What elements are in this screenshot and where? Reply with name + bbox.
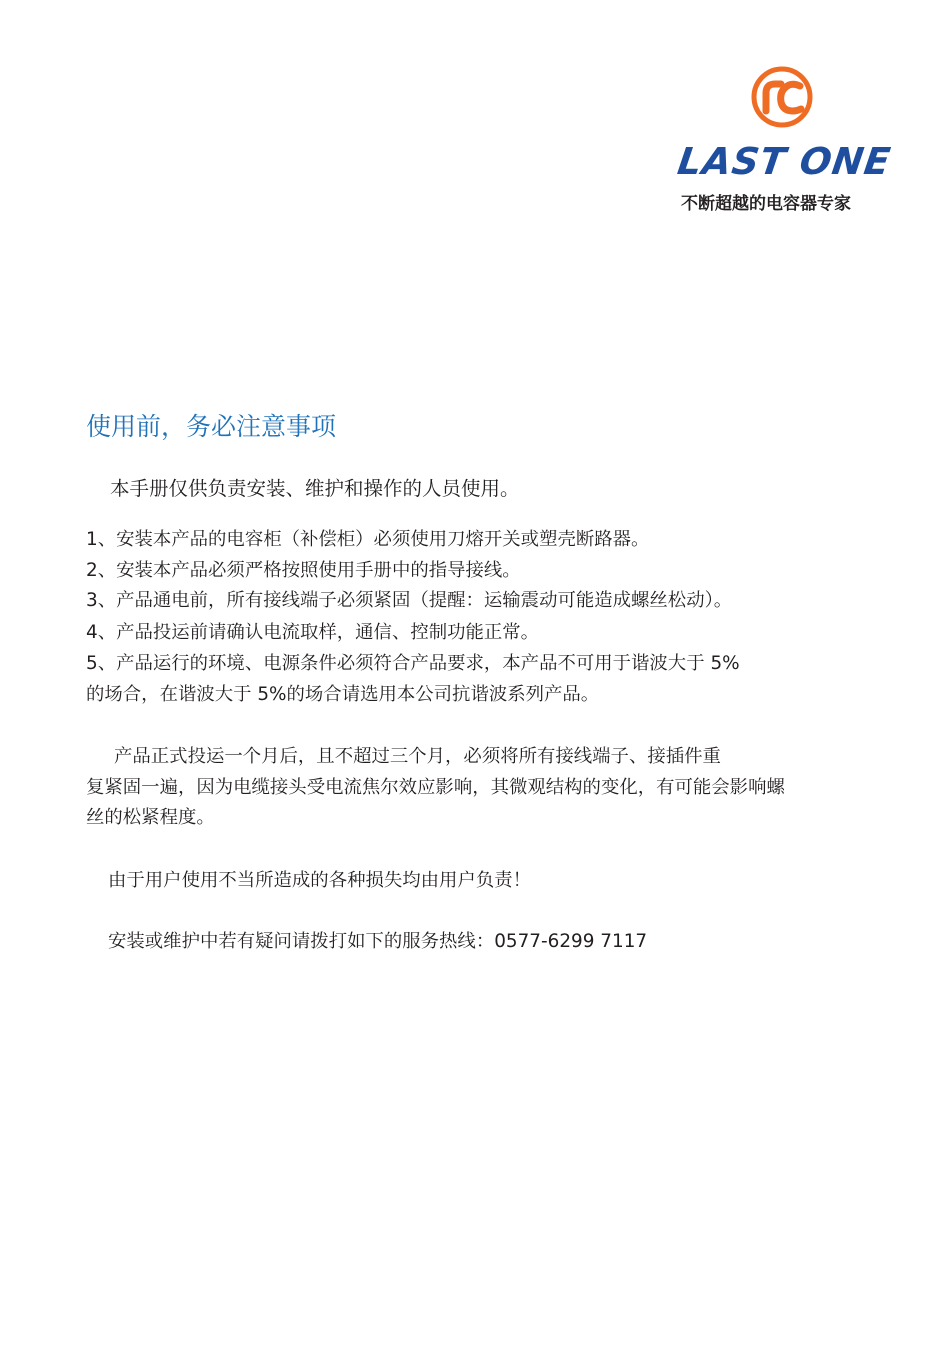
paragraph-line: 产品正式投运一个月后，且不超过三个月，必须将所有接线端子、接插件重 xyxy=(114,746,721,767)
list-item: 1、安装本产品的电容柜（补偿柜）必须使用刀熔开关或塑壳断路器。 xyxy=(86,529,650,550)
list-item: 2、安装本产品必须严格按照使用手册中的指导接线。 xyxy=(86,560,521,581)
company-logo xyxy=(674,64,894,214)
responsibility-notice: 由于用户使用不当所造成的各种损失均由用户负责！ xyxy=(108,870,531,891)
list-item: 5、产品运行的环境、电源条件必须符合产品要求，本产品不可用于谐波大于 5% xyxy=(86,653,740,674)
logo-wordmark: LAST ONE xyxy=(674,140,894,183)
intro-text: 本手册仅供负责安装、维护和操作的人员使用。 xyxy=(110,477,520,500)
logo-slogan: 不断超越的电容器专家 xyxy=(681,194,851,214)
paragraph-line: 复紧固一遍，因为电缆接头受电流焦尔效应影响，其微观结构的变化，有可能会影响螺 xyxy=(86,777,785,798)
rc-circle-logo-icon xyxy=(751,66,813,128)
list-item: 3、产品通电前，所有接线端子必须紧固（提醒：运输震动可能造成螺丝松动）。 xyxy=(86,590,733,611)
page-title: 使用前，务必注意事项 xyxy=(86,412,337,441)
service-hotline: 安装或维护中若有疑问请拨打如下的服务热线：0577-6299 7117 xyxy=(108,931,648,952)
list-item-continuation: 的场合，在谐波大于 5%的场合请选用本公司抗谐波系列产品。 xyxy=(86,684,600,705)
paragraph-line: 丝的松紧程度。 xyxy=(86,807,215,828)
list-item: 4、产品投运前请确认电流取样，通信、控制功能正常。 xyxy=(86,622,540,643)
